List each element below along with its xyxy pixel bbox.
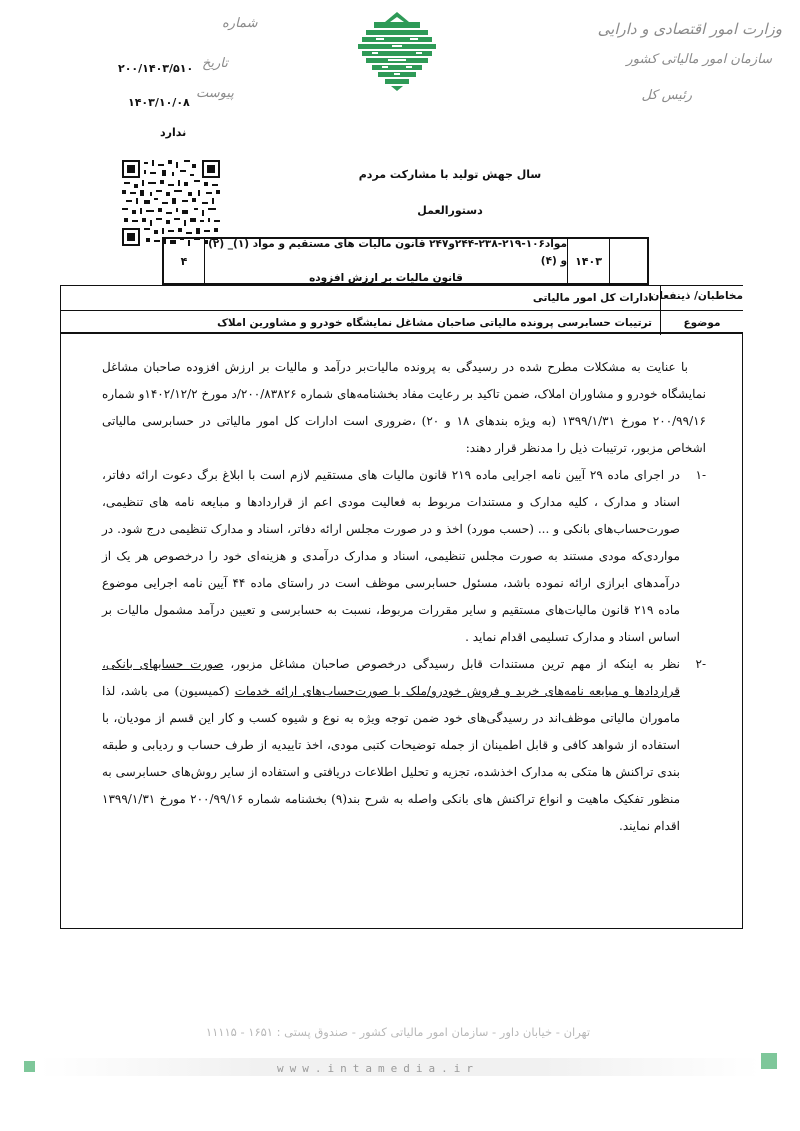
number-value: ۲۰۰/۱۴۰۳/۵۱۰ [118, 62, 194, 75]
list-item [102, 462, 706, 651]
footer-square-left [24, 1061, 35, 1072]
organization-name: سازمان امور مالیاتی کشور [626, 52, 772, 67]
header-box [60, 285, 743, 333]
addressees-label-cell [660, 286, 743, 310]
issuer-title: رئیس کل [641, 88, 692, 103]
body-box [60, 333, 743, 929]
addressees-row [61, 286, 743, 310]
tax-organization-logo [352, 10, 442, 92]
ref-title-line1: مواد۱۰۶-۲۱۹-۲۳۸-۲۴۴و۲۴۷ قانون مالیات های مستقیم و مواد (۱)_ (۲) و (۴) [208, 237, 567, 267]
item-text: نظر به اینکه از مهم ترین مستندات قابل رسیدگی درخصوص صاحبان مشاغل مزبور، [223, 657, 680, 671]
list-item [102, 651, 706, 840]
qr-code [122, 160, 220, 246]
year-slogan: سال جهش تولید با مشارکت مردم [358, 168, 542, 181]
item-number: -۲ [695, 657, 706, 671]
date-value: ۱۴۰۳/۱۰/۰۸ [128, 96, 190, 109]
footer-website: www.intamedia.ir [277, 1062, 479, 1075]
subject-label: موضوع [660, 311, 743, 335]
item-number: -۱ [695, 468, 706, 482]
body-text [102, 354, 706, 840]
ref-title [204, 239, 567, 283]
item-text: در اجرای ماده ۲۹ آیین نامه اجرایی ماده ۲۱۹ قانون مالیات های مستقیم لازم است با ابلاغ برگ دعوت ارائه دفاتر، اسناد و مدارک ، کلیه مدارک و مستندات مربوط به فعالیت مودی اعم از قراردادها و مبایعه نامه های تنظیمی، صورت‌حساب‌های بانکی و ... (حسب مورد) اخذ و در صورت مجلس ارائه دفاتر، اسناد و مدارک تنظیمی درج شود. در مواردی‌که مودی مستند به صورت مجلس تنظیمی، اسناد و مدارک درآمدی و هزینه‌ای خود را درخصوص هر یک از درآمدهای ابرازی ارائه نموده باشد، مسئول حسابرسی موظف است در راستای ماده ۴۴ آیین نامه اجرایی موضوع ماده ۲۱۹ قانون مالیات‌های مستقیم و سایر مقررات مربوط، نسبت به حسابرسی و تعیین درآمد مشمول مالیات بر اساس اسناد و مدارک تسلیمی اقدام نماید . [102, 468, 680, 644]
ref-year: ۱۴۰۳ [567, 239, 609, 283]
attachment-value: ندارد [160, 126, 187, 139]
ref-empty-cell [609, 239, 647, 283]
ref-number: ۴ [180, 254, 188, 268]
subject-value: ترتیبات حسابرسی پرونده مالیاتی صاحبان مشاغل نمایشگاه خودرو و مشاورین املاک [217, 317, 652, 329]
footer-square-right [761, 1053, 777, 1069]
number-label: شماره [222, 16, 258, 31]
date-label: تاریخ [202, 56, 228, 71]
subject-row [61, 310, 743, 335]
ministry-name: وزارت امور اقتصادی و دارایی [597, 20, 782, 38]
footer-address: تهران - خیابان داور - سازمان امور مالیاتی کشور - صندوق پستی : ۱۶۵۱ - ۱۱۱۱۵ [205, 1025, 591, 1039]
ref-title-line2: قانون مالیات بر ارزش افزوده [309, 271, 463, 284]
addressees-label: مخاطبان/ ذینفعان [650, 290, 743, 302]
reference-table [162, 237, 649, 285]
body-intro: با عنایت به مشکلات مطرح شده در رسیدگی به پرونده مالیات‌بر درآمد و مالیات بر ارزش افزوده صاحبان مشاغل نمایشگاه خودرو و مشاوران املاک، ضمن تاکید بر رعایت مفاد بخشنامه‌های شماره ۲۰۰/۸۳۸۲۶/د مورخ ۱۴۰۲/۱۲/۲و شماره ۲۰۰/۹۹/۱۶ مورخ ۱۳۹۹/۱/۳۱ (به ویژه بندهای ۱۸ و ۲۰) ،ضروری است ادارات کل امور مالیاتی در حسابرسی مالیاتی اشخاص مزبور، ترتیبات ذیل را مدنظر قرار دهند: [102, 360, 707, 455]
addressees-value: ادارات کل امور مالیاتی [532, 292, 652, 304]
item-text-underlined: صورت حسابهای بانکی، قراردادها و مبایعه نامه‌های خرید و فروش خودرو/ملک یا صورت‌حساب‌های ارائه خدمات [102, 657, 680, 698]
document-type: دستورالعمل [417, 204, 483, 217]
attachment-label: پیوست [196, 86, 234, 101]
item-text: (کمیسیون) می باشد، لذا ماموران مالیاتی موظف‌اند در رسیدگی‌های خود ضمن توجه ویژه به نوع و شیوه کسب و کار این قسم از مودیان، با استفاده از شواهد کافی و قابل اطمینان از جمله توضیحات کتبی مودی، اخذ تاییدیه از طرف حساب و ردیابی و طبقه بندی تراکنش ها متکی به مدارک اخذشده، تجزیه و تحلیل اطلاعات دریافتی و استفاده از سایر روش‌های حسابرسی به منظور تفکیک ماهیت و انواع تراکنش های بانکی واصله به شرح بند(۹) بخشنامه شماره ۲۰۰/۹۹/۱۶ مورخ ۱۳۹۹/۱/۳۱ اقدام نمایند. [102, 684, 680, 833]
